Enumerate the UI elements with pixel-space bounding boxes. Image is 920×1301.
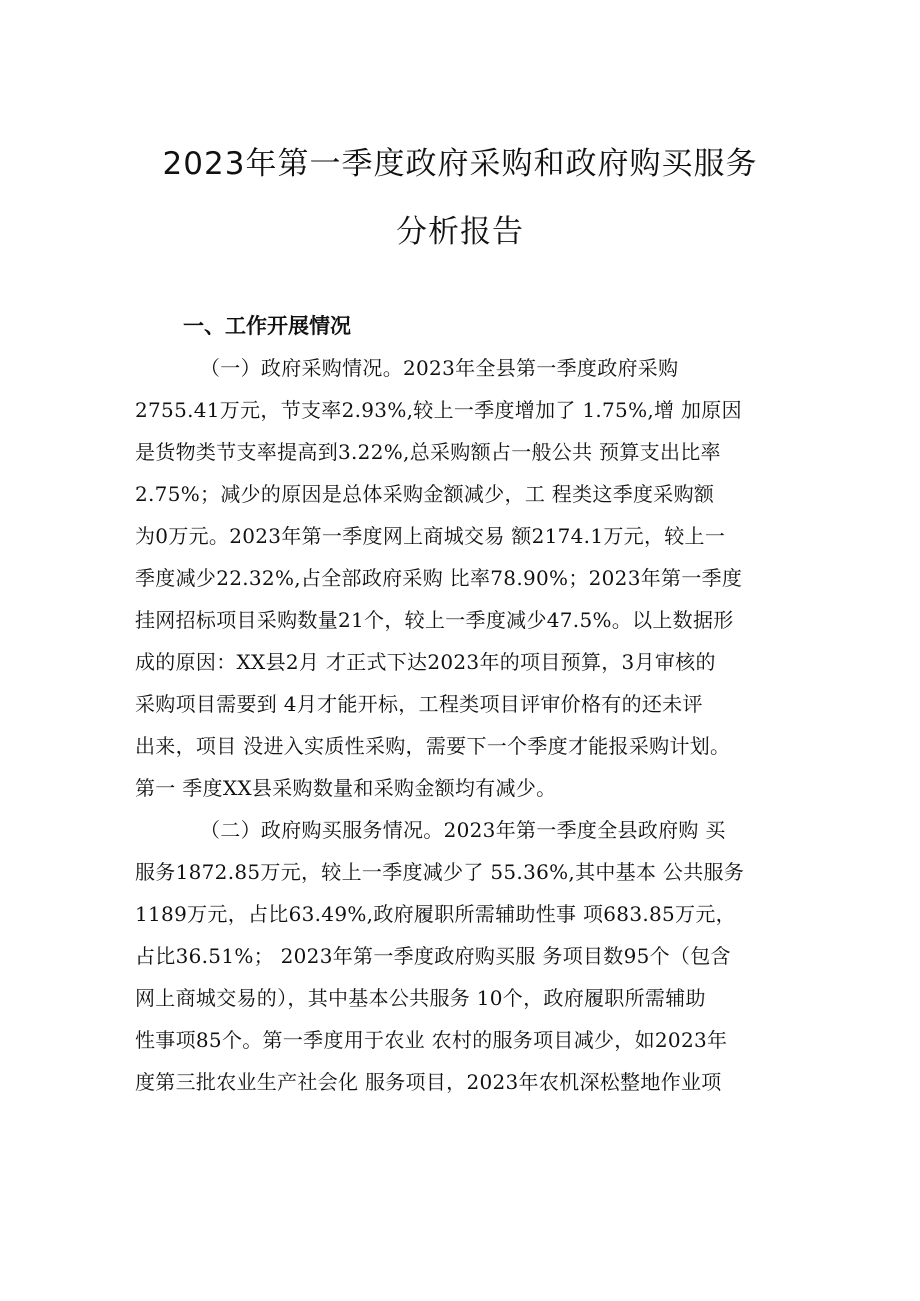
paragraph-line-11: 第一 季度XX县采购数量和采购金额均有减少。 <box>135 776 557 800</box>
paragraph-line-18: 度第三批农业生产社会化 服务项目，2023年农机深松整地作业项 <box>135 1070 722 1094</box>
paragraph-line-8: 成的原因：XX县2月 才正式下达2023年的项目预算，3月审核的 <box>135 650 716 674</box>
paragraph-line-17: 性事项85个。第一季度用于农业 农村的服务项目减少，如2023年 <box>135 1028 728 1052</box>
paragraph-line-16: 网上商城交易的），其中基本公共服务 10个，政府履职所需辅助 <box>135 986 706 1010</box>
paragraph-line-4: 2.75%；减少的原因是总体采购金额减少，工 程类这季度采购额 <box>135 482 715 506</box>
paragraph-line-12: （二）政府购买服务情况。2023年第一季度全县政府购 买 <box>200 818 726 842</box>
paragraph-line-9: 采购项目需要到 4月才能开标，工程类项目评审价格有的还未评 <box>135 692 703 716</box>
section-heading-work-progress: 一、工作开展情况 <box>183 313 351 338</box>
paragraph-line-3: 是货物类节支率提高到3.22%,总采购额占一般公共 预算支出比率 <box>135 440 721 464</box>
paragraph-line-15: 占比36.51%； 2023年第一季度政府购买服 务项目数95个（包含 <box>135 944 731 968</box>
document-title-line-2: 分析报告 <box>396 214 524 250</box>
paragraph-line-13: 服务1872.85万元，较上一季度减少了 55.36%,其中基本 公共服务 <box>135 860 745 884</box>
paragraph-line-2: 2755.41万元，节支率2.93%,较上一季度增加了 1.75%,增 加原因 <box>135 398 742 422</box>
paragraph-line-14: 1189万元，占比63.49%,政府履职所需辅助性事 项683.85万元， <box>135 902 736 926</box>
paragraph-line-10: 出来，项目 没进入实质性采购，需要下一个季度才能报采购计划。 <box>135 734 731 758</box>
paragraph-line-5: 为0万元。2023年第一季度网上商城交易 额2174.1万元，较上一 <box>135 524 726 548</box>
paragraph-line-6: 季度减少22.32%,占全部政府采购 比率78.90%；2023年第一季度 <box>135 566 743 590</box>
paragraph-line-7: 挂网招标项目采购数量21个，较上一季度减少47.5%。以上数据形 <box>135 608 734 632</box>
document-title-line-1: 2023年第一季度政府采购和政府购买服务 <box>162 146 758 182</box>
paragraph-line-1: （一）政府采购情况。2023年全县第一季度政府采购 <box>200 356 679 380</box>
